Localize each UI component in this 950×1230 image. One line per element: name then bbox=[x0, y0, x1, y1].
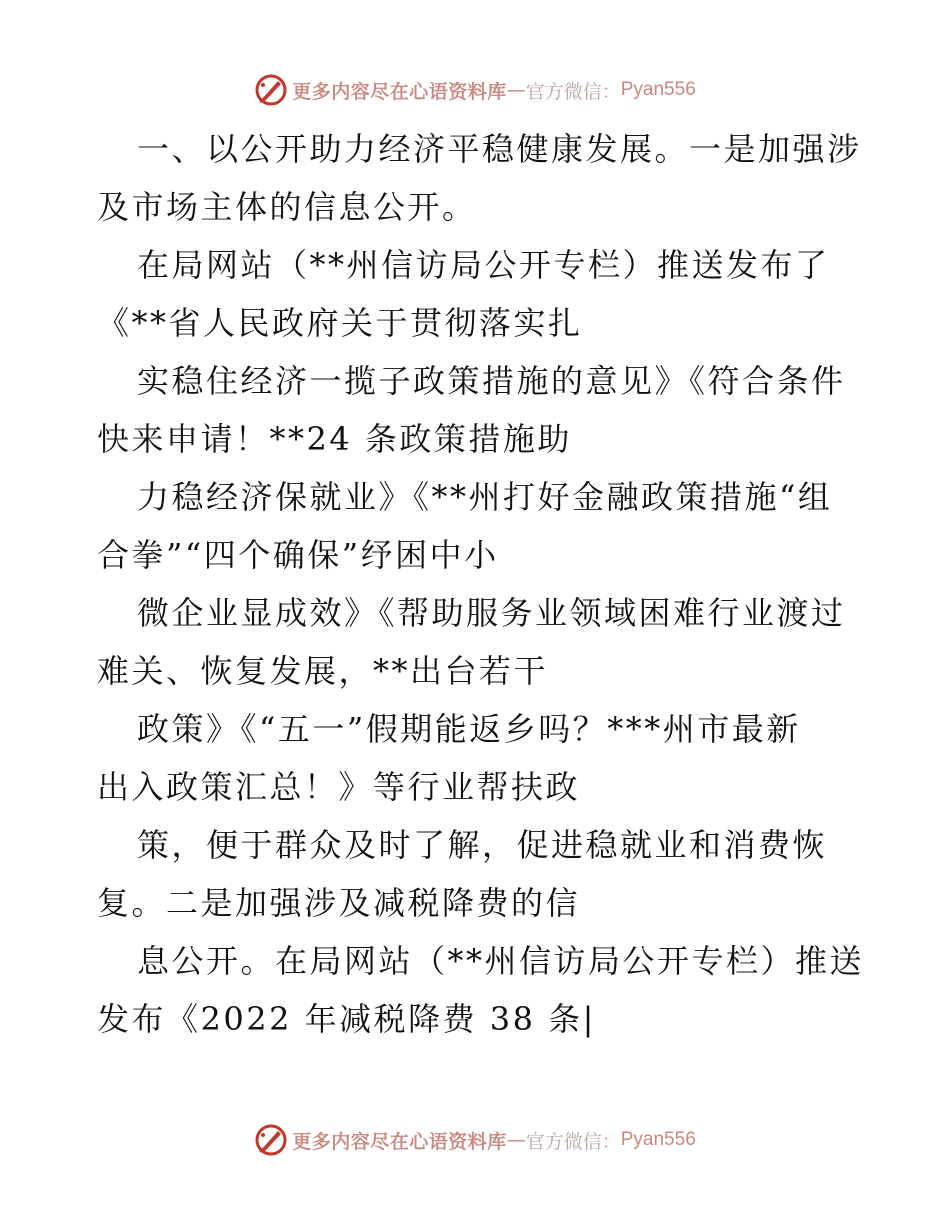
watermark-wechat-label: 官方微信： bbox=[525, 80, 621, 103]
watermark-wechat-id: Pyan556 bbox=[620, 79, 696, 100]
body-line: 策，便于群众及时了解，促进稳就业和消费恢 bbox=[137, 826, 828, 864]
body-line: 合拳”“四个确保”纾困中小 bbox=[97, 536, 499, 574]
body-line: 《**省人民政府关于贯彻落实扎 bbox=[97, 304, 583, 342]
watermark-wechat-label: 官方微信： bbox=[525, 1130, 621, 1153]
watermark-wechat-id: Pyan556 bbox=[620, 1129, 696, 1150]
watermark-site-text: 更多内容尽在心语资料库 bbox=[292, 80, 507, 103]
footer-watermark bbox=[0, 1120, 950, 1160]
quill-pen-logo-icon bbox=[254, 73, 288, 107]
body-line: 息公开。在局网站（**州信访局公开专栏）推送 bbox=[137, 942, 865, 980]
watermark-dash: — bbox=[506, 79, 526, 101]
body-line: 在局网站（**州信访局公开专栏）推送发布了 bbox=[137, 246, 830, 284]
watermark-site-text: 更多内容尽在心语资料库 bbox=[292, 1130, 507, 1153]
body-line: 复。二是加强涉及减税降费的信 bbox=[97, 884, 581, 922]
body-line: 微企业显成效》《帮助服务业领域困难行业渡过 bbox=[137, 594, 846, 632]
body-line: 快来申请！**24 条政策措施助 bbox=[97, 420, 572, 458]
body-line: 力稳经济保就业》《**州打好金融政策措施“组 bbox=[137, 478, 833, 516]
body-line: 及市场主体的信息公开。 bbox=[97, 188, 477, 226]
body-line: 发布《2022 年减税降费 38 条| bbox=[97, 1000, 596, 1038]
header-watermark bbox=[0, 70, 950, 110]
watermark-dash: — bbox=[506, 1129, 526, 1151]
body-line: 政策》《“五一”假期能返乡吗？***州市最新 bbox=[137, 710, 801, 748]
quill-pen-logo-icon bbox=[254, 1123, 288, 1157]
body-line: 出入政策汇总！》等行业帮扶政 bbox=[97, 768, 581, 806]
body-line: 实稳住经济一揽子政策措施的意见》《符合条件 bbox=[137, 362, 846, 400]
document-body bbox=[97, 120, 865, 1048]
body-line: 难关、恢复发展，**出台若干 bbox=[97, 652, 549, 690]
body-line: 一、以公开助力经济平稳健康发展。一是加强涉 bbox=[137, 130, 862, 168]
